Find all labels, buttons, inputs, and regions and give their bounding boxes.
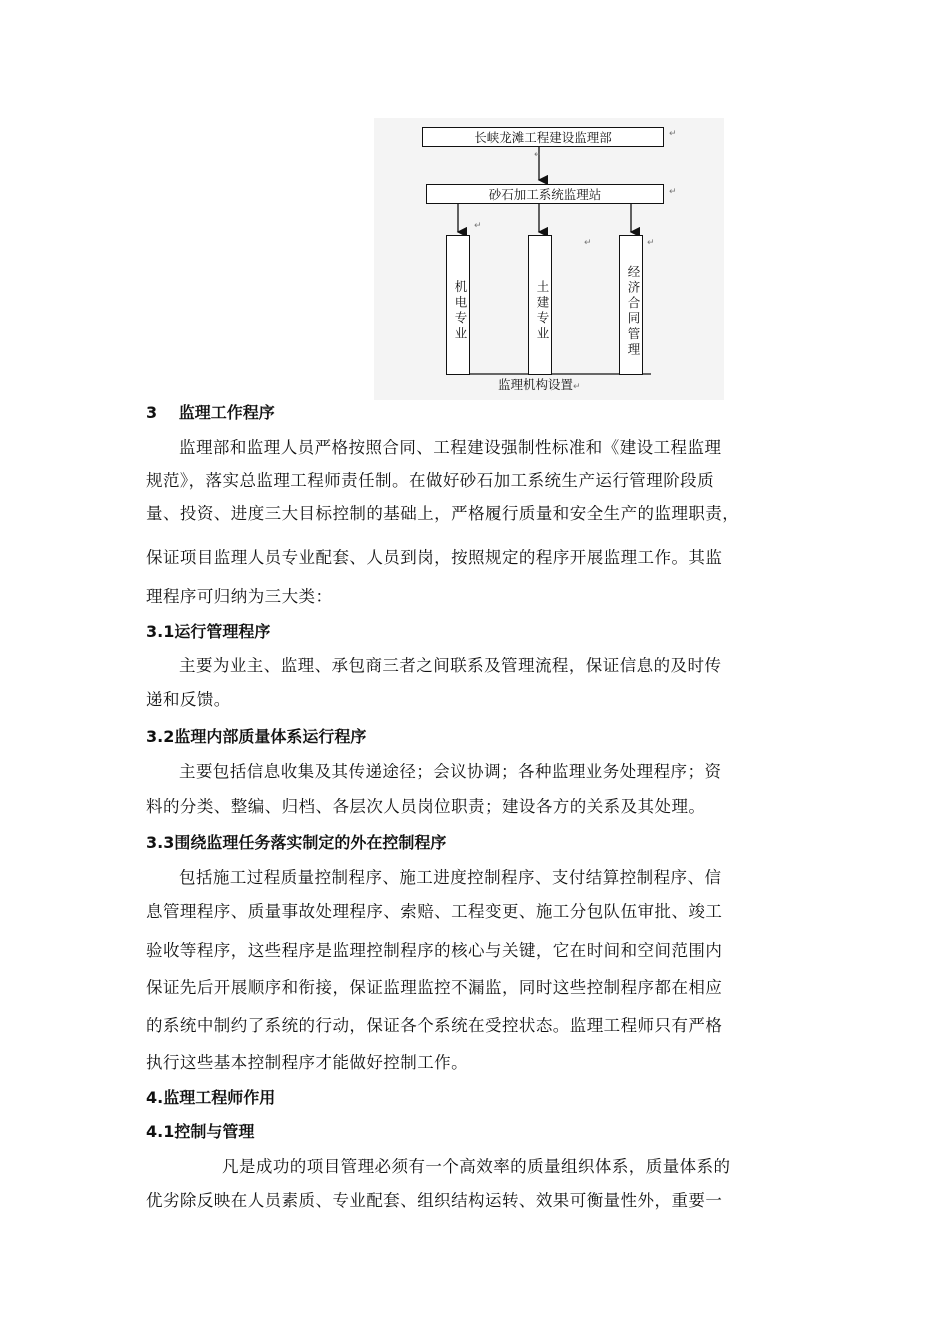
- paragraph-line: 验收等程序，这些程序是监理控制程序的核心与关键，它在时间和空间范围内: [146, 941, 723, 960]
- dept-economic-contract-box: 经济合同管理: [619, 235, 643, 375]
- return-mark: ↵: [669, 129, 677, 139]
- paragraph-line: 保证先后开展顺序和衔接，保证监理监控不漏监，同时这些控制程序都在相应: [146, 978, 723, 997]
- top-org-box: 长峡龙滩工程建设监理部: [422, 127, 664, 147]
- paragraph-line: 量、投资、进度三大目标控制的基础上，严格履行质量和安全生产的监理职责，: [146, 504, 740, 523]
- paragraph-line: 凡是成功的项目管理必须有一个高效率的质量组织体系，质量体系的: [222, 1157, 731, 1176]
- section-4-1-heading: 4.1控制与管理: [146, 1122, 255, 1141]
- return-mark: ↵: [474, 221, 482, 231]
- return-mark: ↵: [584, 238, 592, 248]
- section-3-2-heading: 3.2监理内部质量体系运行程序: [146, 727, 367, 746]
- diagram-caption: 监理机构设置↵: [498, 377, 581, 392]
- paragraph-line: 优劣除反映在人员素质、专业配套、组织结构运转、效果可衡量性外，重要一: [146, 1191, 723, 1210]
- paragraph-line: 的系统中制约了系统的行动，保证各个系统在受控状态。监理工程师只有严格: [146, 1016, 723, 1035]
- paragraph-line: 规范》，落实总监理工程师责任制。在做好砂石加工系统生产运行管理阶段质: [146, 471, 715, 490]
- mid-org-box: 砂石加工系统监理站: [426, 184, 664, 204]
- paragraph-line: 监理部和监理人员严格按照合同、工程建设强制性标准和《建设工程监理: [179, 438, 722, 457]
- dept-civil-box: 土建专业: [528, 235, 552, 375]
- paragraph-line: 递和反馈。: [146, 690, 231, 709]
- dept-mechanical-electrical-box: 机电专业: [446, 235, 470, 375]
- section-3-heading: 3 监理工作程序: [146, 403, 275, 422]
- paragraph-line: 主要为业主、监理、承包商三者之间联系及管理流程，保证信息的及时传: [179, 656, 722, 675]
- org-chart: [374, 118, 724, 400]
- return-mark: ↵: [647, 238, 655, 248]
- paragraph-line: 包括施工过程质量控制程序、施工进度控制程序、支付结算控制程序、信: [179, 868, 722, 887]
- paragraph-line: 料的分类、整编、归档、各层次人员岗位职责；建设各方的关系及其处理。: [146, 797, 706, 816]
- section-4-heading: 4.监理工程师作用: [146, 1088, 276, 1107]
- section-3-1-heading: 3.1运行管理程序: [146, 622, 271, 641]
- section-3-3-heading: 3.3围绕监理任务落实制定的外在控制程序: [146, 833, 447, 852]
- paragraph-line: 理程序可归纳为三大类：: [146, 587, 333, 606]
- paragraph-line: 执行这些基本控制程序才能做好控制工作。: [146, 1053, 469, 1072]
- paragraph-line: 息管理程序、质量事故处理程序、索赔、工程变更、施工分包队伍审批、竣工: [146, 902, 723, 921]
- paragraph-line: 保证项目监理人员专业配套、人员到岗，按照规定的程序开展监理工作。其监: [146, 548, 723, 567]
- paragraph-line: 主要包括信息收集及其传递途径；会议协调；各种监理业务处理程序；资: [179, 762, 722, 781]
- return-mark: ↵: [669, 187, 677, 197]
- return-mark: ↵: [534, 150, 542, 160]
